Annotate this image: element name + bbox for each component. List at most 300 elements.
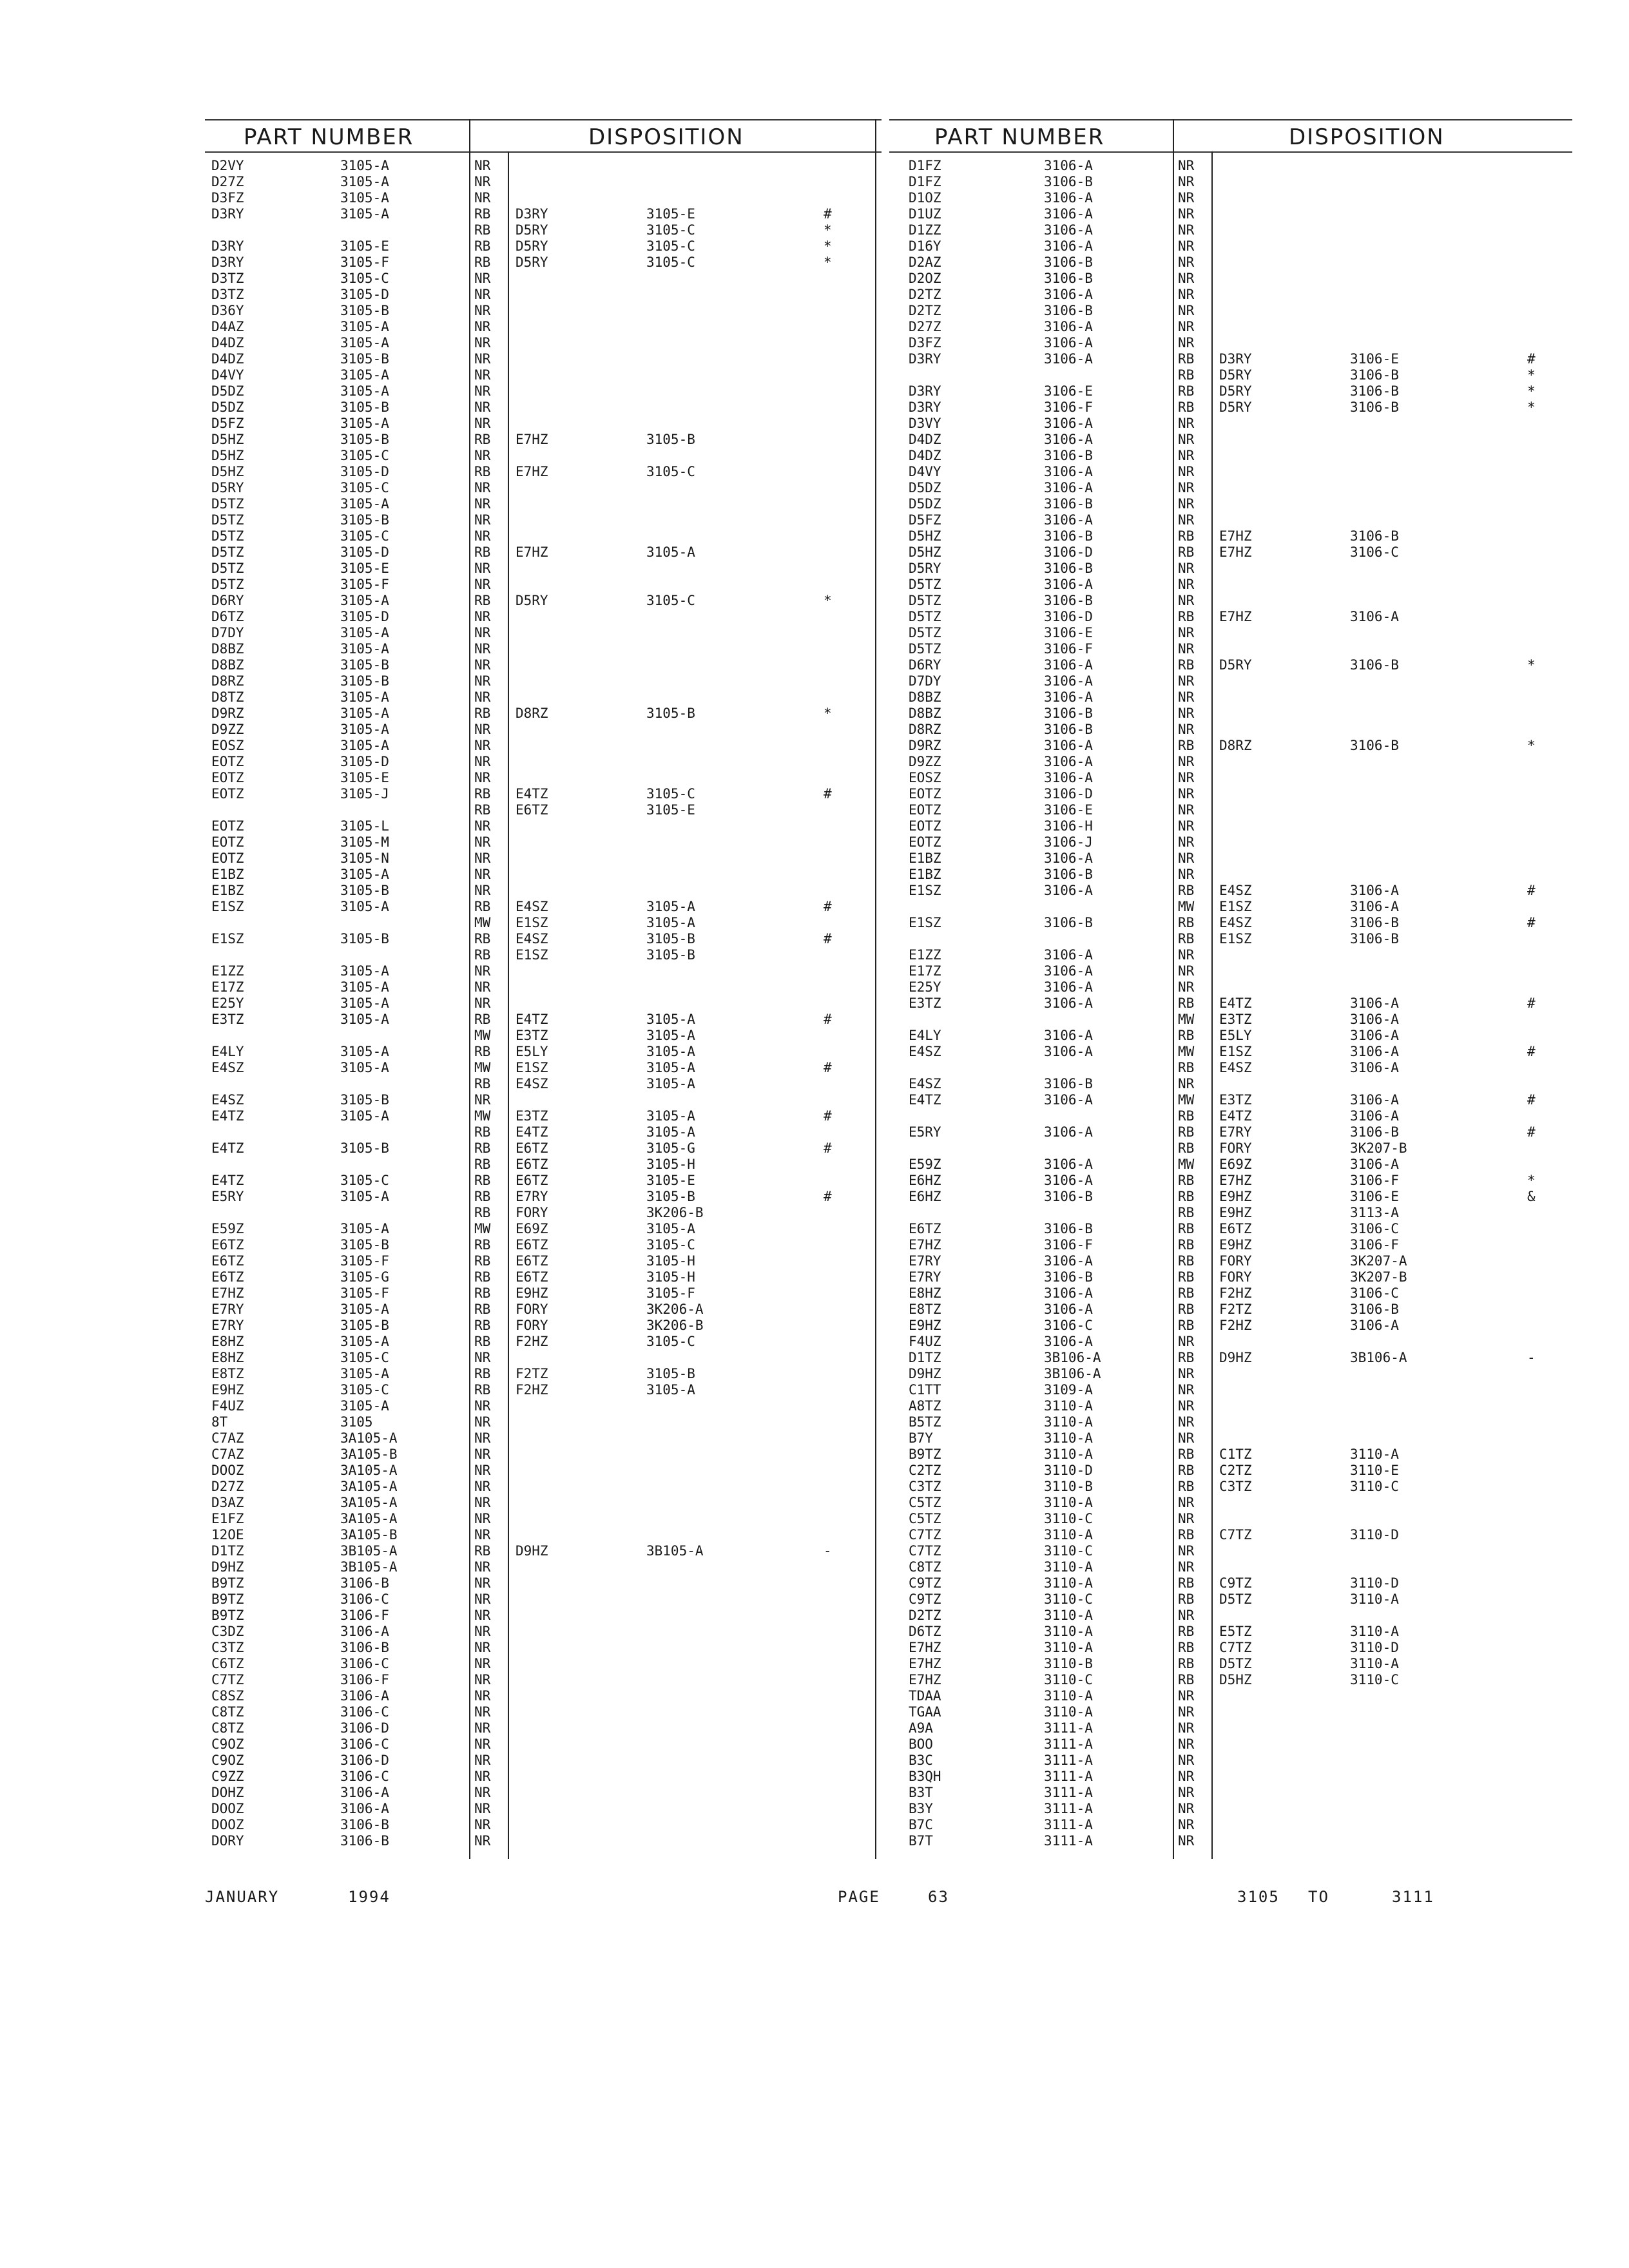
table-row: [205, 1688, 882, 1704]
cell-part: C5TZ: [909, 1495, 941, 1510]
cell-note: *: [1527, 367, 1536, 383]
cell-suffix: 3105-A: [340, 1108, 389, 1124]
cell-ref-part: F2TZ: [516, 1366, 548, 1381]
cell-note: #: [824, 1012, 832, 1027]
table-row: [889, 1414, 1572, 1430]
cell-note: -: [824, 1543, 832, 1559]
cell-ref-suffix: 3106-A: [1350, 1092, 1399, 1108]
table-row: [205, 206, 882, 222]
cell-ref-part: D5RY: [1219, 383, 1252, 399]
cell-suffix: 3106-B: [340, 1640, 389, 1655]
cell-code: RB: [1178, 1028, 1195, 1043]
cell-part: C6TZ: [211, 1656, 244, 1671]
table-row: [205, 303, 882, 319]
cell-part: D4VY: [211, 367, 244, 383]
cell-code: NR: [1178, 190, 1195, 206]
cell-ref-suffix: 3105-A: [646, 1076, 695, 1091]
cell-ref-suffix: 3105-A: [646, 1221, 695, 1236]
cell-suffix: 3106-A: [1044, 190, 1093, 206]
footer-date: JANUARY: [205, 1888, 280, 1906]
table-row: [889, 1060, 1572, 1076]
cell-ref-suffix: 3113-A: [1350, 1205, 1399, 1220]
cell-code: NR: [1178, 1382, 1195, 1398]
right-panel: [889, 119, 1572, 1859]
table-row: [205, 1656, 882, 1672]
cell-suffix: 3105-A: [340, 1366, 389, 1381]
table-row: [205, 1801, 882, 1817]
cell-code: NR: [474, 1350, 491, 1365]
cell-ref-part: E9HZ: [1219, 1205, 1252, 1220]
table-row: [889, 738, 1572, 754]
cell-code: NR: [1178, 1414, 1195, 1430]
cell-suffix: 3105-A: [340, 496, 389, 512]
cell-part: C8TZ: [211, 1704, 244, 1720]
cell-suffix: 3106-A: [1044, 883, 1093, 898]
cell-code: NR: [474, 1801, 491, 1816]
cell-code: NR: [1178, 512, 1195, 528]
table-row: [205, 963, 882, 979]
cell-part: E4SZ: [211, 1060, 244, 1075]
cell-ref-part: FORY: [1219, 1253, 1252, 1269]
cell-suffix: 3106-F: [1044, 1237, 1093, 1253]
cell-ref-part: FORY: [1219, 1140, 1252, 1156]
table-row: [889, 834, 1572, 850]
table-row: [205, 528, 882, 544]
cell-ref-part: E3TZ: [516, 1108, 548, 1124]
cell-code: MW: [1178, 1092, 1195, 1108]
cell-suffix: 3106-E: [1044, 802, 1093, 818]
cell-part: D5RY: [211, 480, 244, 495]
cell-code: NR: [1178, 1785, 1195, 1800]
cell-ref-suffix: 3106-B: [1350, 931, 1399, 947]
cell-part: C2TZ: [909, 1463, 941, 1478]
cell-code: RB: [474, 1269, 491, 1285]
cell-suffix: 3106-A: [1044, 1302, 1093, 1317]
cell-ref-suffix: 3106-C: [1350, 1221, 1399, 1236]
cell-code: RB: [474, 1157, 491, 1172]
table-row: [205, 915, 882, 931]
cell-code: NR: [474, 867, 491, 882]
cell-code: NR: [474, 609, 491, 624]
cell-part: D5TZ: [211, 577, 244, 592]
cell-code: NR: [1178, 947, 1195, 963]
cell-suffix: 3110-C: [1044, 1511, 1093, 1526]
table-row: [889, 1543, 1572, 1559]
cell-suffix: 3106-A: [1044, 1028, 1093, 1043]
cell-code: RB: [1178, 1318, 1195, 1333]
footer-year: 1994: [348, 1888, 390, 1906]
cell-part: D5TZ: [909, 593, 941, 608]
cell-suffix: 3105-B: [340, 673, 389, 689]
cell-ref-suffix: 3105-B: [646, 931, 695, 947]
cell-part: E17Z: [909, 963, 941, 979]
table-row: [205, 1398, 882, 1414]
table-row: [889, 1463, 1572, 1479]
cell-part: D2VY: [211, 158, 244, 173]
table-row: [205, 1012, 882, 1028]
cell-suffix: 3106-A: [1044, 1157, 1093, 1172]
cell-ref-part: C3TZ: [1219, 1479, 1252, 1494]
cell-ref-suffix: 3106-A: [1350, 1108, 1399, 1124]
cell-ref-suffix: 3110-A: [1350, 1624, 1399, 1639]
table-row: [205, 1221, 882, 1237]
cell-part: E6HZ: [909, 1173, 941, 1188]
table-row: [889, 399, 1572, 416]
cell-part: D3RY: [211, 238, 244, 254]
cell-code: NR: [474, 834, 491, 850]
table-row: [889, 1817, 1572, 1833]
cell-suffix: 3110-B: [1044, 1479, 1093, 1494]
cell-part: TGAA: [909, 1704, 941, 1720]
cell-suffix: 3105-N: [340, 850, 389, 866]
cell-code: RB: [474, 1124, 491, 1140]
cell-code: NR: [1178, 770, 1195, 785]
cell-part: D1FZ: [909, 174, 941, 189]
cell-ref-suffix: 3105-A: [646, 915, 695, 930]
table-row: [889, 1736, 1572, 1753]
cell-part: E1SZ: [211, 899, 244, 914]
cell-suffix: 3105-F: [340, 1285, 389, 1301]
cell-part: E4SZ: [211, 1092, 244, 1108]
cell-part: D2OZ: [909, 271, 941, 286]
table-row: [205, 464, 882, 480]
cell-ref-part: E4SZ: [516, 1076, 548, 1091]
cell-ref-part: E3TZ: [1219, 1092, 1252, 1108]
cell-code: RB: [474, 931, 491, 947]
cell-part: D3RY: [211, 206, 244, 222]
cell-code: RB: [1178, 1591, 1195, 1607]
cell-code: NR: [1178, 1753, 1195, 1768]
cell-code: RB: [474, 1543, 491, 1559]
cell-suffix: 3106-A: [340, 1785, 389, 1800]
table-row: [205, 351, 882, 367]
cell-code: NR: [474, 1527, 491, 1542]
cell-code: NR: [1178, 818, 1195, 834]
cell-ref-part: E1SZ: [516, 915, 548, 930]
cell-code: NR: [1178, 1398, 1195, 1414]
table-row: [205, 1543, 882, 1559]
table-row: [205, 1382, 882, 1398]
cell-note: *: [824, 706, 832, 721]
cell-code: NR: [474, 528, 491, 544]
cell-part: E5RY: [909, 1124, 941, 1140]
cell-suffix: 3106-A: [1044, 335, 1093, 351]
cell-part: B3Y: [909, 1801, 933, 1816]
cell-suffix: 3105-B: [340, 1140, 389, 1156]
table-row: [889, 1672, 1572, 1688]
cell-code: RB: [1178, 1237, 1195, 1253]
cell-suffix: 3105-A: [340, 738, 389, 753]
cell-ref-suffix: 3106-A: [1350, 995, 1399, 1011]
cell-ref-part: E6TZ: [516, 802, 548, 818]
table-row: [889, 335, 1572, 351]
cell-ref-part: C1TZ: [1219, 1446, 1252, 1462]
cell-suffix: 3105-A: [340, 1398, 389, 1414]
table-row: [889, 544, 1572, 561]
cell-code: RB: [474, 222, 491, 238]
cell-part: D1UZ: [909, 206, 941, 222]
cell-part: DOOZ: [211, 1801, 244, 1816]
table-row: [205, 512, 882, 528]
cell-ref-part: FORY: [516, 1205, 548, 1220]
cell-ref-part: C7TZ: [1219, 1640, 1252, 1655]
cell-suffix: 3106-A: [1044, 850, 1093, 866]
table-row: [889, 689, 1572, 706]
cell-part: B7T: [909, 1833, 933, 1849]
cell-code: RB: [474, 1382, 491, 1398]
cell-code: NR: [1178, 1817, 1195, 1832]
cell-part: D9ZZ: [909, 754, 941, 769]
cell-part: D9HZ: [909, 1366, 941, 1381]
table-row: [205, 480, 882, 496]
cell-suffix: 3110-A: [1044, 1688, 1093, 1704]
cell-part: E1SZ: [909, 883, 941, 898]
table-row: [889, 1559, 1572, 1575]
cell-suffix: 3105-A: [340, 593, 389, 608]
table-row: [205, 1044, 882, 1060]
table-row: [205, 577, 882, 593]
cell-part: E7HZ: [211, 1285, 244, 1301]
cell-code: NR: [1178, 834, 1195, 850]
cell-code: NR: [474, 1575, 491, 1591]
table-row: [205, 802, 882, 818]
table-row: [205, 1559, 882, 1575]
table-row: [205, 1108, 882, 1124]
cell-ref-suffix: 3106-B: [1350, 738, 1399, 753]
cell-code: RB: [1178, 399, 1195, 415]
cell-code: RB: [474, 1205, 491, 1220]
cell-note: #: [1527, 1092, 1536, 1108]
cell-suffix: 3110-A: [1044, 1559, 1093, 1575]
cell-suffix: 3106-B: [1044, 1269, 1093, 1285]
cell-ref-suffix: 3B106-A: [1350, 1350, 1407, 1365]
cell-code: RB: [474, 464, 491, 479]
cell-suffix: 3105-A: [340, 1044, 389, 1059]
cell-code: NR: [474, 722, 491, 737]
cell-part: E1BZ: [211, 867, 244, 882]
cell-suffix: 3105-C: [340, 448, 389, 463]
cell-ref-suffix: 3106-F: [1350, 1237, 1399, 1253]
cell-code: NR: [474, 1769, 491, 1784]
cell-code: NR: [474, 158, 491, 173]
cell-part: E7HZ: [909, 1672, 941, 1687]
cell-suffix: 3105-A: [340, 319, 389, 334]
cell-ref-part: C2TZ: [1219, 1463, 1252, 1478]
cell-ref-suffix: 3106-B: [1350, 1124, 1399, 1140]
cell-code: RB: [474, 206, 491, 222]
table-row: [205, 1575, 882, 1591]
table-row: [205, 1624, 882, 1640]
cell-code: NR: [1178, 448, 1195, 463]
table-row: [889, 1704, 1572, 1720]
table-row: [205, 1672, 882, 1688]
cell-note: #: [1527, 995, 1536, 1011]
cell-note: *: [824, 238, 832, 254]
cell-suffix: 3110-A: [1044, 1608, 1093, 1623]
cell-code: NR: [1178, 786, 1195, 802]
cell-code: RB: [1178, 1124, 1195, 1140]
cell-suffix: 3111-A: [1044, 1817, 1093, 1832]
cell-part: D1ZZ: [909, 222, 941, 238]
table-row: [205, 641, 882, 657]
cell-suffix: 3106-A: [1044, 979, 1093, 995]
table-row: [205, 1092, 882, 1108]
cell-suffix: 3105-A: [340, 979, 389, 995]
cell-note: #: [1527, 351, 1536, 367]
cell-part: D7DY: [909, 673, 941, 689]
cell-code: NR: [474, 1785, 491, 1800]
cell-suffix: 3B106-A: [1044, 1366, 1101, 1381]
table-row: [205, 1833, 882, 1849]
cell-note: &: [1527, 1189, 1536, 1204]
table-row: [889, 238, 1572, 255]
cell-part: C5TZ: [909, 1511, 941, 1526]
cell-ref-part: F2HZ: [1219, 1285, 1252, 1301]
cell-part: D6RY: [211, 593, 244, 608]
cell-part: D5TZ: [909, 641, 941, 657]
cell-suffix: 3106-A: [1044, 1173, 1093, 1188]
cell-code: NR: [1178, 850, 1195, 866]
cell-code: RB: [1178, 609, 1195, 624]
cell-part: D8BZ: [909, 689, 941, 705]
cell-ref-suffix: 3105-B: [646, 947, 695, 963]
cell-code: NR: [1178, 979, 1195, 995]
cell-suffix: 3106-A: [1044, 754, 1093, 769]
cell-suffix: 3106-D: [340, 1720, 389, 1736]
cell-ref-suffix: 3106-B: [1350, 367, 1399, 383]
cell-note: #: [824, 1189, 832, 1204]
cell-suffix: 3105-F: [340, 255, 389, 270]
cell-suffix: 3105-A: [340, 706, 389, 721]
cell-code: NR: [1178, 561, 1195, 576]
table-row: [889, 1285, 1572, 1302]
cell-suffix: 3110-A: [1044, 1640, 1093, 1655]
cell-suffix: 3105-D: [340, 754, 389, 769]
cell-ref-part: D3RY: [1219, 351, 1252, 367]
cell-suffix: 3106-B: [1044, 915, 1093, 930]
cell-suffix: 3106-B: [1044, 867, 1093, 882]
table-row: [205, 931, 882, 947]
cell-ref-suffix: 3105-A: [646, 1060, 695, 1075]
cell-ref-part: F2HZ: [516, 1382, 548, 1398]
cell-code: RB: [474, 1318, 491, 1333]
cell-code: NR: [1178, 1543, 1195, 1559]
cell-suffix: 3111-A: [1044, 1833, 1093, 1849]
cell-part: E6TZ: [211, 1253, 244, 1269]
table-row: [889, 1382, 1572, 1398]
cell-code: NR: [474, 271, 491, 286]
cell-ref-suffix: 3106-A: [1350, 1318, 1399, 1333]
cell-part: B3T: [909, 1785, 933, 1800]
cell-code: RB: [1178, 995, 1195, 1011]
cell-ref-part: D5TZ: [1219, 1591, 1252, 1607]
cell-part: 8T: [211, 1414, 228, 1430]
cell-code: NR: [1178, 206, 1195, 222]
cell-code: RB: [474, 1285, 491, 1301]
cell-suffix: 3105-C: [340, 271, 389, 286]
cell-suffix: 3105-E: [340, 238, 389, 254]
table-row: [889, 480, 1572, 496]
cell-suffix: 3B105-A: [340, 1543, 398, 1559]
cell-suffix: 3106-B: [1044, 448, 1093, 463]
cell-suffix: 3A105-A: [340, 1479, 398, 1494]
cell-code: NR: [474, 1640, 491, 1655]
table-row: [889, 609, 1572, 625]
cell-code: RB: [1178, 1672, 1195, 1687]
table-row: [889, 657, 1572, 673]
cell-ref-suffix: 3106-B: [1350, 657, 1399, 673]
table-row: [205, 883, 882, 899]
cell-part: C9OZ: [211, 1736, 244, 1752]
cell-suffix: 3106-A: [1044, 738, 1093, 753]
cell-part: E7RY: [211, 1302, 244, 1317]
cell-ref-part: E1SZ: [516, 947, 548, 963]
cell-part: B5TZ: [909, 1414, 941, 1430]
cell-suffix: 3105-A: [340, 995, 389, 1011]
cell-code: RB: [474, 1140, 491, 1156]
cell-suffix: 3105-B: [340, 512, 389, 528]
cell-code: NR: [1178, 1559, 1195, 1575]
cell-code: NR: [1178, 1334, 1195, 1349]
cell-part: E3TZ: [211, 1012, 244, 1027]
table-row: [889, 625, 1572, 641]
cell-code: NR: [474, 1398, 491, 1414]
cell-note: #: [1527, 1044, 1536, 1059]
cell-code: NR: [474, 174, 491, 189]
cell-code: NR: [1178, 641, 1195, 657]
cell-code: RB: [1178, 1221, 1195, 1236]
cell-ref-suffix: 3106-A: [1350, 899, 1399, 914]
table-row: [205, 1753, 882, 1769]
cell-suffix: 3106-A: [1044, 673, 1093, 689]
cell-suffix: 3106-A: [1044, 947, 1093, 963]
cell-suffix: 3105-G: [340, 1269, 389, 1285]
footer-page-label: PAGE: [838, 1888, 880, 1906]
cell-part: D5FZ: [211, 416, 244, 431]
cell-part: EOTZ: [909, 834, 941, 850]
cell-ref-part: F2TZ: [1219, 1302, 1252, 1317]
table-row: [205, 1269, 882, 1285]
cell-suffix: 3106-A: [1044, 770, 1093, 785]
cell-suffix: 3106-D: [1044, 786, 1093, 802]
cell-part: E6HZ: [909, 1189, 941, 1204]
cell-part: D8BZ: [211, 657, 244, 673]
cell-ref-part: E7HZ: [516, 544, 548, 560]
cell-suffix: 3106-F: [340, 1608, 389, 1623]
table-row: [205, 1736, 882, 1753]
cell-code: NR: [474, 754, 491, 769]
cell-ref-part: E69Z: [1219, 1157, 1252, 1172]
cell-suffix: 3109-A: [1044, 1382, 1093, 1398]
left-disposition-heading: DISPOSITION: [588, 124, 744, 150]
cell-ref-suffix: 3106-A: [1350, 1028, 1399, 1043]
cell-suffix: 3111-A: [1044, 1753, 1093, 1768]
cell-part: E59Z: [211, 1221, 244, 1236]
cell-part: D1OZ: [909, 190, 941, 206]
cell-suffix: 3105-C: [340, 528, 389, 544]
cell-part: E1SZ: [909, 915, 941, 930]
cell-part: E59Z: [909, 1157, 941, 1172]
table-row: [205, 1704, 882, 1720]
table-row: [889, 722, 1572, 738]
cell-suffix: 3106-A: [1044, 689, 1093, 705]
cell-suffix: 3110-A: [1044, 1495, 1093, 1510]
cell-ref-part: E7RY: [516, 1189, 548, 1204]
cell-ref-suffix: 3105-C: [646, 464, 695, 479]
cell-ref-part: E6TZ: [516, 1140, 548, 1156]
cell-ref-part: E3TZ: [516, 1028, 548, 1043]
cell-suffix: 3105-A: [340, 1334, 389, 1349]
